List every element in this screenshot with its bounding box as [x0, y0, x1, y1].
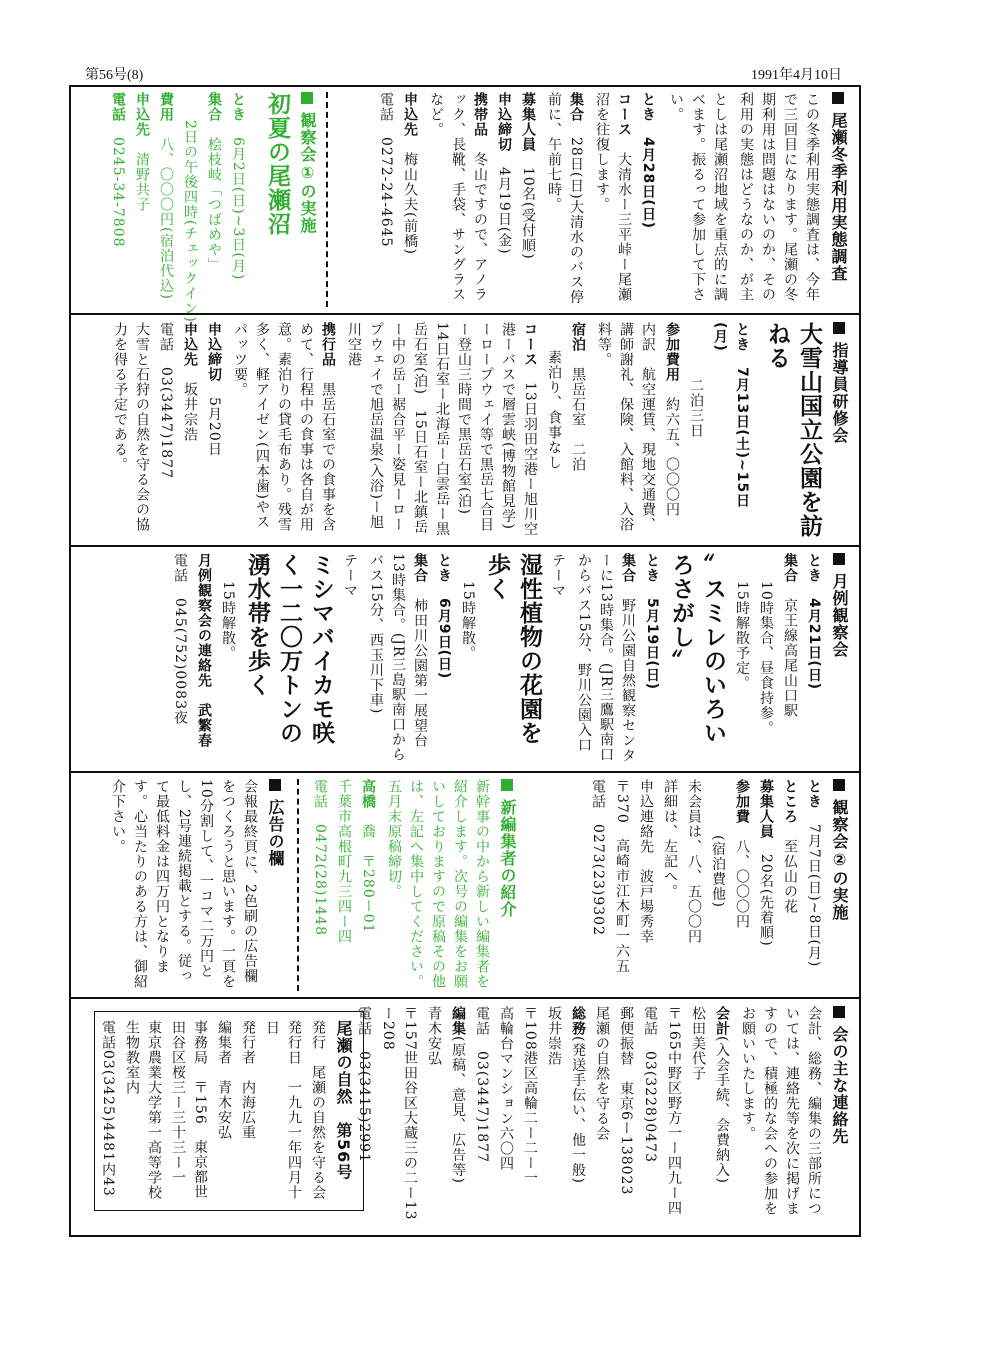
- training-nights: 二泊三日: [688, 378, 704, 438]
- monthly-b-title: 湿性植物の花園を歩く: [484, 553, 542, 745]
- training-detail: 内訳 航空運賃、現地交通費、講師謝礼、保険、入館料、入浴料等。: [596, 322, 656, 532]
- training-when: とき 7月13日(土)~15日(月): [712, 322, 750, 509]
- obs2-fee-note: (宿泊費他): [710, 835, 726, 908]
- square-bullet-icon: [301, 92, 313, 104]
- colophon-publisher: 発行者 内海広重: [240, 1020, 256, 1140]
- training-tel: 電話 03(3447)1877: [158, 322, 174, 479]
- square-bullet-icon: [833, 322, 845, 334]
- training-stay: 宿泊 黒岳石室 二泊: [570, 322, 586, 472]
- contacts-gen-address: 高輪台マンション六〇四: [498, 1006, 514, 1171]
- monthly-c-title: ミシマバイカモ咲く一二〇万トンの湧水帯を歩く: [244, 553, 334, 745]
- training-course: コース 13日羽田空港ー旭川空港ーバスで層雲峡(博物館見学)ーロープウェイ等で黒岳七合目ー登山三時間で黒岳石室(泊) 14日石室ー北海岳ー白雲岳ー黒岳石室(泊) 15日石室ー北鎮岳ー中の岳ー裾合平ー姿見ーロープウェイで旭岳温泉(入浴)ー旭川空港: [346, 322, 538, 537]
- contacts-ed-tel: 電話 03(3415)2991: [356, 1006, 372, 1163]
- survey-carry: 携帯品 冬山ですので、アノラック、長靴、手袋、サングラスなど。: [428, 92, 488, 302]
- monthly-c-when: とき 6月9日(日): [436, 553, 452, 680]
- training-fee: 参加費用 約六五、〇〇〇円: [664, 322, 680, 517]
- dashed-divider: [297, 779, 299, 991]
- obs2-place: ところ 至仏山の花: [782, 779, 798, 914]
- monthly-heading: 月例観察会: [827, 553, 851, 765]
- monthly-b-when: とき 5月19日(日): [644, 553, 660, 691]
- obs2-nonmember: 未会員は、八、五〇〇円: [686, 779, 702, 944]
- editor-tel: 電話 0472(28)1448: [312, 779, 328, 936]
- training-carry: 携行品 黒岳石室での食事を含めて、行程中の食事は各自が用意。素泊りの貸毛布あり。残雪多く、軽アイゼン(四本歯)やスパッツ要。: [232, 322, 336, 532]
- survey-body-2: としは尾瀬沼地域を重点的に調べます。振るって参加して下さい。: [668, 92, 728, 302]
- divider-4: [69, 997, 861, 999]
- obs1-when: とき 6月2日(日)~3日(月): [230, 92, 246, 281]
- contacts-ed-name: 青木安弘: [426, 1006, 442, 1066]
- contacts-ed: 編集(原稿、意見、広告等): [450, 1006, 466, 1184]
- obs1-tel: 電話 0245-34-7808: [110, 92, 126, 248]
- colophon-publish: 発行 尾瀬の自然を守る会: [310, 1020, 326, 1200]
- square-bullet-icon: [501, 779, 513, 791]
- row-2: [79, 322, 851, 538]
- monthly-b-end: 15時解散。: [460, 581, 476, 661]
- contacts-acc: 会計(入会手続、会費納入): [714, 1006, 730, 1184]
- monthly-a-title: 〟スミレのいろいろさがし〟: [668, 553, 726, 745]
- colophon-tel: 電話03(3425)4481内43: [100, 1020, 116, 1197]
- ad-heading: 広告の欄: [263, 779, 287, 991]
- monthly-b-theme-label: テーマ: [550, 553, 566, 598]
- colophon-date: 発行日 一九九一年四月十日: [264, 1020, 302, 1200]
- contacts-gen-name: 坂井崇浩: [546, 1006, 562, 1066]
- editor-heading: 新編集者の紹介: [495, 779, 519, 991]
- square-bullet-icon: [832, 92, 844, 104]
- contacts-acc-postal: 〒165中野区野方一ー四九ー四: [666, 1006, 682, 1216]
- training-note: 大雪と石狩の自然を守る会の協力を得る予定である。: [112, 322, 150, 532]
- section-ad: [79, 779, 287, 991]
- ad-body: 会報最終頁に、2色刷の広告欄をつくろうと思います。一頁を10分割して、一コマ二万円とし、2号連続掲載とする。従って最低料金は四万円となります。心当たりのある方は、御紹介下さい。: [110, 779, 258, 989]
- row-5: [79, 1006, 851, 1228]
- section-observation-1: [79, 92, 319, 323]
- contacts-acc-transfer: 郵便振替 東京6ー138023: [618, 1006, 634, 1196]
- monthly-a-end: 15時解散予定。: [734, 581, 750, 691]
- survey-body-1: この冬季利用実態調査は、今年で三回目になります。尾瀬の冬期利用は問題はないのか、その利用の実態はどうなのか、が主: [738, 92, 820, 302]
- monthly-c-theme-label: テーマ: [342, 553, 358, 598]
- survey-tel: 電話 0272-24-4645: [378, 92, 394, 248]
- contacts-intro: 会計、総務、編集の三部所については、連絡先等を次に掲げますので、積極的な会への参加をお願いいたします。: [740, 1006, 822, 1216]
- section-survey: [351, 92, 851, 307]
- colophon-editor: 編集者 青木安弘: [216, 1020, 232, 1140]
- monthly-tel: 電話 045(752)0083夜: [172, 553, 188, 725]
- square-bullet-icon: [833, 779, 845, 791]
- section-new-editor: [289, 779, 519, 991]
- section-observation-2: [531, 779, 851, 991]
- editor-address: 千葉市高根町九三四ー四: [336, 779, 352, 944]
- monthly-contact: 月例観察会の連絡先 武繁春: [196, 553, 212, 748]
- row-1: [79, 92, 851, 323]
- monthly-c-end: 15時解散。: [220, 581, 236, 661]
- monthly-a-when: とき 4月21日(日): [806, 553, 822, 691]
- colophon-box: [94, 1011, 364, 1211]
- survey-heading: 尾瀬冬季利用実態調査: [825, 92, 851, 307]
- training-stay-note: 素泊り、食事なし: [546, 350, 562, 470]
- editor-name: 高橋 喬 〒280ー01: [360, 779, 376, 934]
- dashed-divider: [326, 92, 328, 307]
- colophon-office2: 東京農業大学第一高等学校生物教室内: [124, 1020, 162, 1200]
- contacts-acc-tel: 電話 03(3228)0473: [642, 1006, 658, 1163]
- colophon: [75, 1020, 355, 1204]
- contacts-heading: 会の主な連絡先: [827, 1006, 851, 1228]
- obs1-heading: 観察会①の実施: [295, 92, 319, 307]
- section-contacts: [351, 1006, 851, 1228]
- training-deadline: 申込締切 5月20日: [206, 322, 222, 457]
- training-title: 大雪山国立公園を訪ねる: [764, 322, 822, 538]
- training-heading: 指導員研修会: [827, 322, 851, 538]
- obs2-heading: 観察会②の実施: [827, 779, 851, 991]
- issue-number: 第56号(8): [85, 68, 144, 83]
- issue-date: 1991年4月10日: [751, 68, 842, 83]
- section-training: [79, 322, 851, 538]
- obs1-apply: 申込先 清野共子: [134, 92, 150, 212]
- obs2-contact: 申込連絡先 波戸場秀幸: [638, 779, 654, 944]
- contacts-gen-postal: 〒108港区高輪二ー二ー一: [522, 1006, 538, 1186]
- obs2-when: とき 7月7日(日)~8日(月): [806, 779, 822, 968]
- editor-body: 新幹事の中から新しい編集者を紹介します。次号の編集をお願いしておりますので原稿その他は、左記へ集中してください。五月末原稿締切。: [386, 779, 490, 989]
- monthly-a-meet-time: 10時集合、昼食持参。: [758, 581, 774, 736]
- monthly-c-meet: 集合 柿田川公園第一展望台13時集合。(JR三島駅南口からバス15分、西玉川下車): [368, 553, 428, 763]
- colophon-title: 尾瀬の自然 第56号: [334, 1020, 353, 1181]
- obs2-detail: 詳細は、左記へ。: [662, 779, 678, 899]
- survey-course: コース 大清水ー三平峠ー尾瀬沼を往復します。: [594, 92, 632, 302]
- obs1-fee: 費用 八、〇〇〇円(宿泊代込): [158, 92, 174, 300]
- training-apply: 申込先 坂井宗浩: [182, 322, 198, 442]
- contacts-acc-name: 松田美代子: [690, 1006, 706, 1081]
- survey-deadline: 申込締切 4月19日(金): [496, 92, 512, 255]
- survey-when: とき 4月28日(日): [640, 92, 656, 230]
- obs1-meet-time: 2日の午後四時(チェックイン): [182, 120, 198, 323]
- square-bullet-icon: [833, 1006, 845, 1018]
- obs1-meet: 集合 桧枝岐「つばめや」: [206, 92, 222, 272]
- monthly-a-meet: 集合 京王線高尾山口駅: [782, 553, 798, 718]
- obs2-recruit: 募集人員 20名(先着順): [758, 779, 774, 947]
- row-3: [79, 553, 851, 765]
- section-monthly: [79, 553, 851, 765]
- row-4: [79, 779, 851, 991]
- monthly-b-meet: 集合 野川公園自然観察センターに13時集合。(JR三鷹駅南口からバス15分、野川公園入口: [576, 553, 636, 763]
- survey-meet: 集合 28日(日)大清水のバス停前に、午前七時。: [546, 92, 584, 305]
- square-bullet-icon: [833, 553, 845, 565]
- colophon-office: 事務局 〒156 東京都世田谷区桜三ー三十三ー一: [170, 1020, 208, 1200]
- square-bullet-icon: [269, 779, 281, 791]
- contacts-acc-transfer2: 尾瀬の自然を守る会: [594, 1006, 610, 1141]
- obs1-title: 初夏の尾瀬沼: [264, 92, 290, 236]
- obs2-fee: 参加費 八、〇〇〇円: [734, 779, 750, 929]
- contacts-gen: 総務(発送手伝い、他一般): [570, 1006, 586, 1184]
- divider-2: [69, 545, 861, 547]
- contacts-ed-postal: 〒157世田谷区大蔵三の二ー13ー208: [380, 1006, 418, 1221]
- contacts-gen-tel: 電話 03(3447)1877: [474, 1006, 490, 1163]
- obs2-tel: 電話 0273(23)9302: [590, 779, 606, 936]
- survey-recruit: 募集人員 10名(受付順): [520, 92, 536, 260]
- survey-apply: 申込先 梅山久夫(前橋): [402, 92, 418, 255]
- obs2-postal: 〒370 高崎市江木町一六五: [614, 779, 630, 974]
